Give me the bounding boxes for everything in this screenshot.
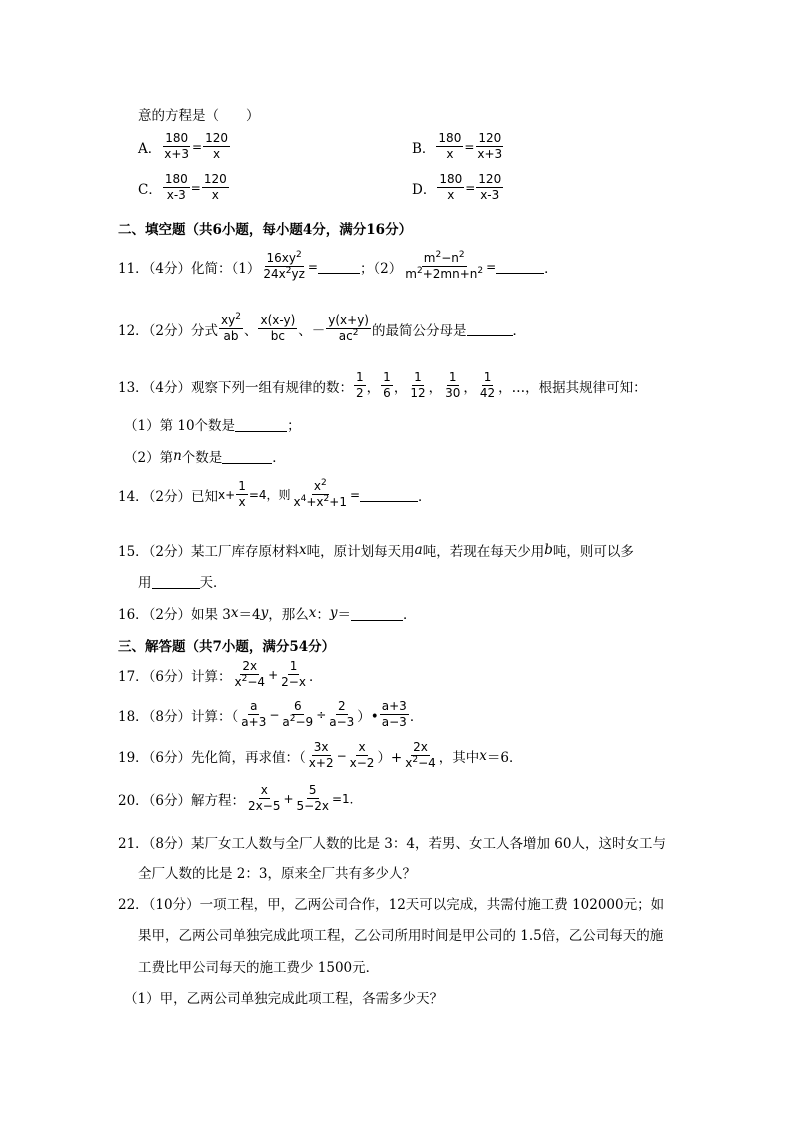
fraction: $\frac{180}{x}$ (438, 131, 462, 161)
fraction: $\frac{a}{a+3}$ (241, 699, 267, 729)
question-11: 11．（4分）化简：（1） $\frac{16xy^2}{24x^2yz}$ = ；（2） $\frac{m^2-n^2}{m^2+2mn+n^2}$ = ． (118, 250, 558, 281)
question-14: 14．（2分）已知 x+ $\frac{1}{x}$ =4，则 $\frac{x^2}{x^4+x^2+1}$ = ． (118, 478, 432, 509)
fraction: $\frac{y(x+y)}{ac^2}$ (328, 313, 369, 343)
fraction: $\frac{180}{x}$ (439, 172, 463, 202)
question-15: 15．（2分）某工厂库存原材料 x 吨，原计划每天用 a 吨，若现在每天少用 b 吨，则可以多 (118, 542, 634, 560)
question-13-part-2: （2）第 n 个数是 ． (124, 448, 286, 466)
option-d: D． $\frac{180}{x}$ = $\frac{120}{x-3}$ (412, 172, 502, 202)
fraction: $\frac{120}{x}$ (205, 131, 229, 161)
fraction: $\frac{180}{x-3}$ (164, 172, 188, 202)
question-19: 19．（6分）先化简，再求值：（ $\frac{3x}{x+2}$ − $\frac{x}{x-2}$ ）+ $\frac{2x}{x^2-4}$ ，其中 x ＝6． (118, 740, 523, 770)
option-c: C． $\frac{180}{x-3}$ = $\frac{120}{x}$ (138, 172, 227, 202)
fraction: $\frac{120}{x-3}$ (478, 172, 502, 202)
fraction: $\frac{2x}{x^2-4}$ (405, 740, 436, 770)
fraction: $\frac{m^2-n^2}{m^2+2mn+n^2}$ (405, 250, 484, 281)
fraction: $\frac{x^2}{x^4+x^2+1}$ (293, 478, 347, 509)
fraction: $\frac{2x}{x^2-4}$ (234, 659, 266, 689)
answer-blank[interactable] (360, 487, 418, 502)
question-13: 13．（4分）观察下列一组有规律的数： $\frac{1}{2}$ ， $\frac{1}{6}$ ， $\frac{1}{12}$ ， $\frac{1}{30}$ ， $\frac{1}{42}$ ，…，根据其规律可知： (118, 370, 647, 400)
question-22-part-1: （1）甲，乙两公司单独完成此项工程，各需多少天？ (124, 991, 444, 1007)
fraction: $\frac{180}{x+3}$ (164, 131, 190, 161)
fraction: $\frac{5}{5-2x}$ (296, 783, 329, 813)
question-20: 20．（6分）解方程： $\frac{x}{2x-5}$ + $\frac{5}{5-2x}$ =1． (118, 783, 362, 813)
question-21: 21．（8分）某厂女工人数与全厂人数的比是 3：4，若男、女工人各增加 60人，这时女工与 (118, 836, 666, 852)
option-b: B． $\frac{180}{x}$ = $\frac{120}{x+3}$ (412, 131, 503, 161)
question-21-continued: 全厂人数的比是 2：3，原来全厂共有多少人？ (138, 866, 416, 882)
answer-blank[interactable] (318, 259, 360, 274)
fraction: $\frac{1}{12}$ (410, 370, 426, 400)
answer-blank[interactable] (351, 606, 403, 621)
section-heading-fill-in: 二、填空题（共6小题，每小题4分，满分16分） (118, 222, 413, 238)
fraction: $\frac{x(x-y)}{bc}$ (260, 313, 296, 343)
fraction: $\frac{1}{2}$ (356, 370, 364, 400)
fraction: $\frac{xy^2}{ab}$ (221, 312, 241, 343)
fraction: $\frac{1}{2-x}$ (281, 659, 306, 689)
fraction: $\frac{6}{a^2-9}$ (282, 699, 314, 729)
fraction: $\frac{120}{x}$ (203, 172, 227, 202)
answer-blank[interactable] (152, 574, 200, 589)
question-15-continued: 用 天． (138, 575, 227, 591)
fraction: $\frac{16xy^2}{24x^2yz}$ (263, 250, 305, 281)
fraction: $\frac{a+3}{a-3}$ (381, 699, 407, 729)
option-a: A． $\frac{180}{x+3}$ = $\frac{120}{x}$ (138, 131, 229, 161)
fraction: $\frac{2}{a-3}$ (329, 699, 355, 729)
fraction: $\frac{1}{x}$ (238, 479, 246, 509)
answer-blank[interactable] (496, 259, 544, 274)
fraction: $\frac{x}{2x-5}$ (248, 783, 281, 813)
question-22-continued-1: 果甲，乙两公司单独完成此项工程，乙公司所用时间是甲公司的 1.5倍，乙公司每天的施 (138, 928, 664, 944)
fraction: $\frac{120}{x+3}$ (477, 131, 503, 161)
question-12: 12．（2分）分式 $\frac{xy^2}{ab}$ 、 $\frac{x(x-y)}{bc}$ 、－ $\frac{y(x+y)}{ac^2}$ 的最简公分母是 ． (118, 312, 526, 343)
section-heading-solutions: 三、解答题（共7小题，满分54分） (118, 639, 336, 655)
answer-blank[interactable] (222, 449, 272, 464)
q10-tail: 意的方程是（ ） (138, 108, 260, 124)
fraction: $\frac{x}{x-2}$ (349, 740, 375, 770)
question-17: 17．（6分）计算： $\frac{2x}{x^2-4}$ + $\frac{1}{2-x}$ ． (118, 659, 323, 689)
answer-blank[interactable] (467, 321, 513, 336)
fraction: $\frac{1}{42}$ (479, 370, 496, 400)
fraction: $\frac{1}{30}$ (445, 370, 461, 400)
question-16: 16．（2分）如果 3 x ＝4 y ，那么 x ： y ＝ ． (118, 605, 417, 623)
answer-blank[interactable] (235, 417, 287, 432)
fraction: $\frac{1}{6}$ (383, 370, 391, 400)
question-13-part-1: （1）第 10个数是 ； (124, 418, 301, 434)
question-22-continued-2: 工费比甲公司每天的施工费少 1500元． (138, 960, 380, 976)
question-18: 18．（8分）计算：（ $\frac{a}{a+3}$ − $\frac{6}{a^2-9}$ ÷ $\frac{2}{a-3}$ ）• $\frac{a+3}{a-3}$ ． (118, 699, 424, 729)
question-22: 22．（10分）一项工程，甲，乙两公司合作，12天可以完成，共需付施工费 102000元；如 (118, 897, 665, 913)
fraction: $\frac{3x}{x+2}$ (308, 740, 334, 770)
